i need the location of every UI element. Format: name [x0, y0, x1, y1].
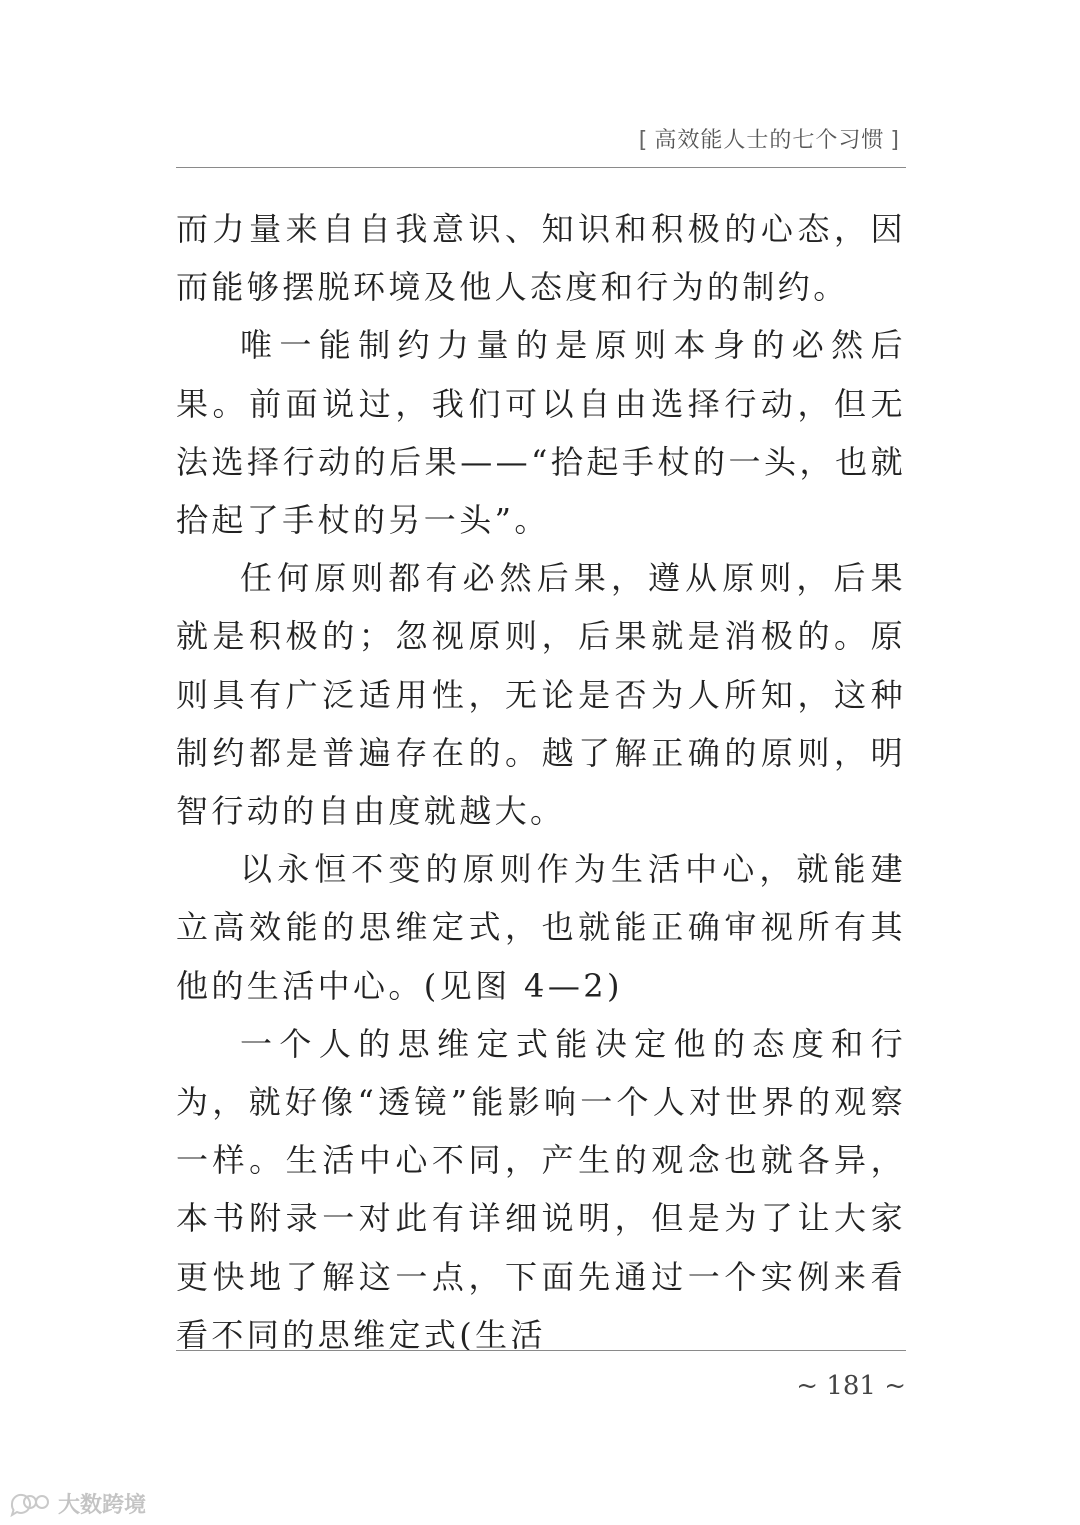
book-title: 高效能人士的七个习惯	[654, 128, 885, 153]
page-number: ~ 181 ~	[796, 1371, 906, 1401]
speech-bubble-logo-icon	[8, 1491, 52, 1517]
footer-divider	[176, 1350, 906, 1351]
running-header	[176, 124, 906, 158]
header-close-bracket: ]	[890, 128, 900, 153]
header-divider	[176, 167, 906, 168]
paragraph-3: 任何原则都有必然后果，遵从原则，后果就是积极的；忽视原则，后果就是消极的。原则具有广泛适用性，无论是否为人所知，这种制约都是普遍存在的。越了解正确的原则，明智行动的自由度就越大。	[176, 559, 906, 831]
header-open-bracket: [	[638, 128, 649, 153]
watermark-text: 大数跨境	[58, 1493, 147, 1518]
page-body	[176, 200, 906, 1364]
paragraph-5: 一个人的思维定式能决定他的态度和行为，就好像“透镜”能影响一个人对世界的观察一样。生活中心不同，产生的观念也就各异，本书附录一对此有详细说明，但是为了让大家更快地了解这一点，下面先通过一个实例来看看不同的思维定式(生活	[176, 1024, 906, 1354]
paragraph-2: 唯一能制约力量的是原则本身的必然后果。前面说过，我们可以自由选择行动，但无法选择行动的后果——“拾起手杖的一头，也就拾起了手杖的另一头”。	[176, 326, 906, 540]
paragraph-4: 以永恒不变的原则作为生活中心，就能建立高效能的思维定式，也就能正确审视所有其他的生活中心。(见图 4—2)	[176, 850, 906, 1005]
paragraph-1: 而力量来自自我意识、知识和积极的心态，因而能够摆脱环境及他人态度和行为的制约。	[176, 210, 906, 307]
watermark	[8, 1488, 146, 1519]
